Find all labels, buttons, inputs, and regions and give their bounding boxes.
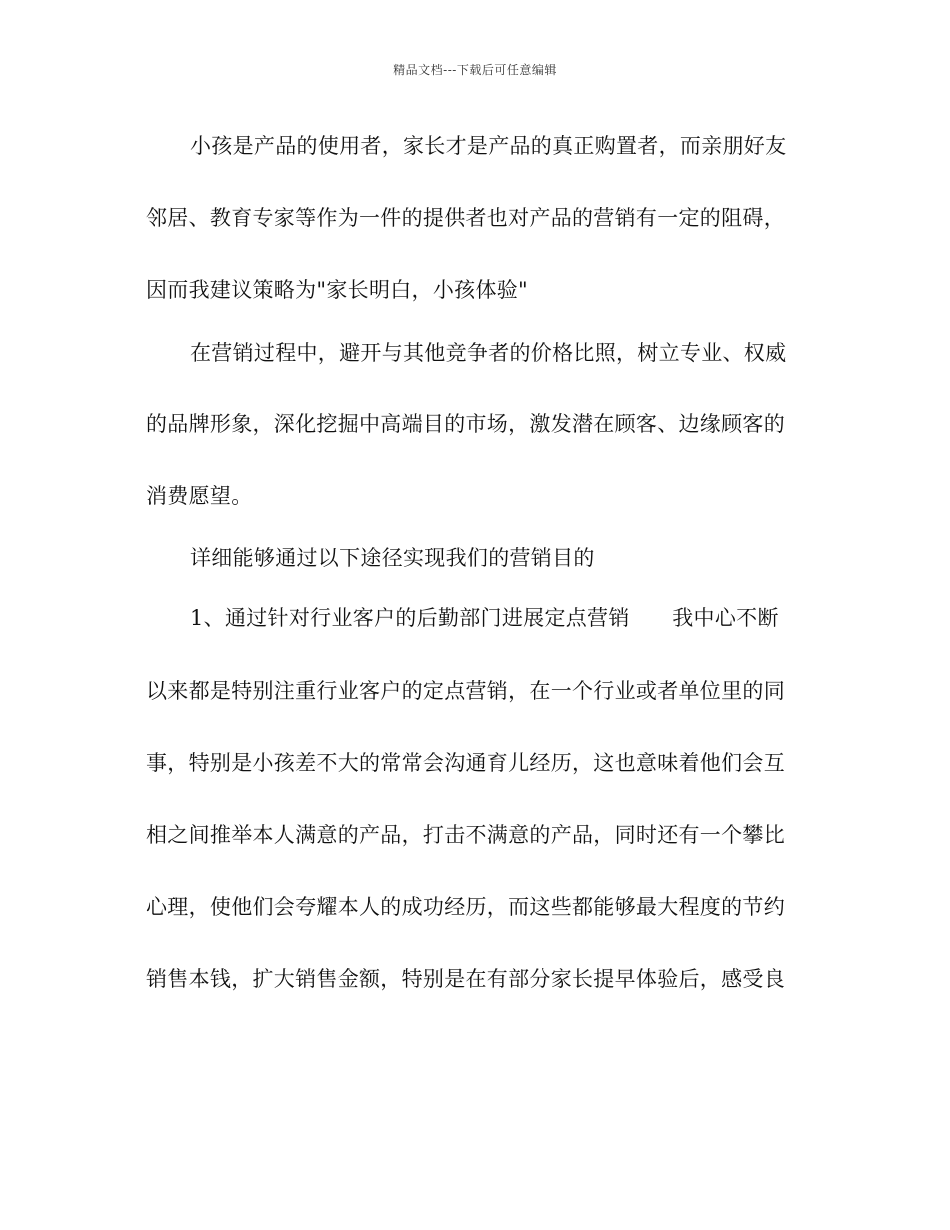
paragraph-4-line-6: 销售本钱，扩大销售金额，特别是在有部分家长提早体验后，感受良 bbox=[146, 967, 785, 991]
paragraph-1-line-2: 邻居、教育专家等作为一件的提供者也对产品的营销有一定的阻碍， bbox=[146, 206, 785, 230]
paragraph-1-line-3: 因而我建议策略为"家长明白，小孩体验" bbox=[146, 278, 529, 302]
paragraph-3-line-1: 详细能够通过以下途径实现我们的营销目的 bbox=[190, 546, 595, 570]
page-header: 精品文档---下载后可任意编辑 bbox=[393, 63, 557, 77]
paragraph-4-line-4: 相之间推举本人满意的产品，打击不满意的产品，同时还有一个攀比 bbox=[146, 823, 785, 847]
paragraph-4-line-2: 以来都是特别注重行业客户的定点营销，在一个行业或者单位里的同 bbox=[146, 679, 785, 703]
paragraph-4-line-3: 事，特别是小孩差不大的常常会沟通育儿经历，这也意味着他们会互 bbox=[146, 751, 785, 775]
paragraph-2-line-2: 的品牌形象，深化挖掘中高端目的市场，激发潜在顾客、边缘顾客的 bbox=[146, 412, 785, 436]
paragraph-1-line-1: 小孩是产品的使用者，家长才是产品的真正购置者，而亲朋好友 bbox=[190, 134, 787, 158]
paragraph-4-line-1: 1、通过针对行业客户的后勤部门进展定点营销 我中心不断 bbox=[190, 606, 779, 630]
paragraph-4-line-5: 心理，使他们会夸耀本人的成功经历，而这些都能够最大程度的节约 bbox=[146, 895, 785, 919]
paragraph-2-line-3: 消费愿望。 bbox=[146, 484, 253, 508]
paragraph-2-line-1: 在营销过程中，避开与其他竞争者的价格比照，树立专业、权威 bbox=[190, 341, 787, 365]
